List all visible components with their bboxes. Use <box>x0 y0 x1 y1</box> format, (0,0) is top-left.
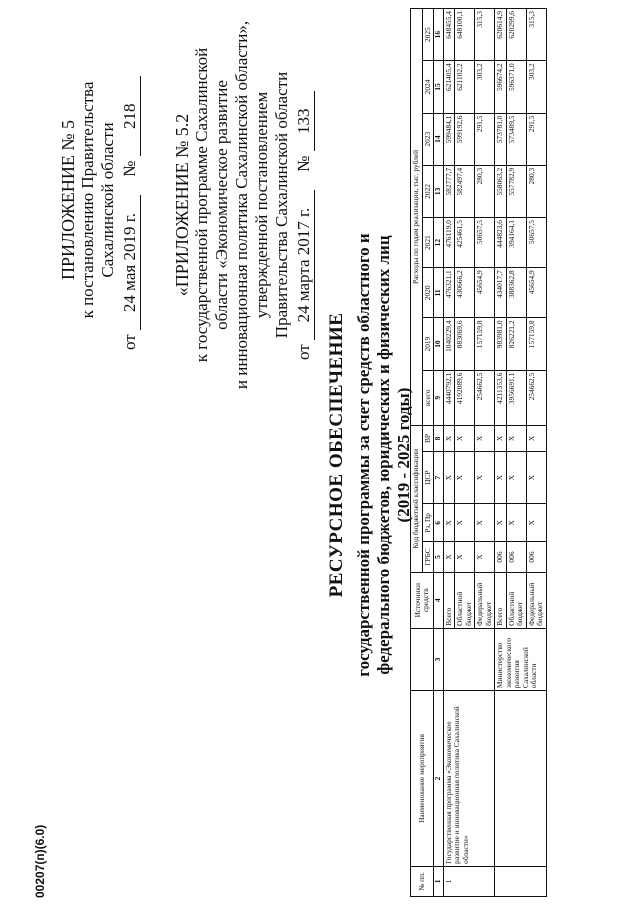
row-total: 254662,5 <box>475 370 495 425</box>
appendix-no-label: № <box>120 160 139 177</box>
column-index: 3 <box>434 628 444 690</box>
row-value-2024: 596371,0 <box>506 61 526 113</box>
column-index: 13 <box>434 165 444 217</box>
row-value-2023: 599192,6 <box>455 113 475 165</box>
col-year-2025: 2025 <box>422 9 434 61</box>
row-csr: X <box>455 452 475 504</box>
program-appendix-date: 24 марта 2017 г. <box>294 190 315 340</box>
column-index: 2 <box>434 691 444 867</box>
col-expenses-header: Расходы по годам реализации, тыс. рублей <box>411 9 423 426</box>
row-value-2021: 50657,5 <box>475 218 495 268</box>
row-vr: X <box>526 425 546 451</box>
col-year-2021: 2021 <box>422 218 434 268</box>
row-value-2022: 582497,4 <box>455 165 475 217</box>
appendix-number: 218 <box>120 76 141 156</box>
row-value-2022: 557782,9 <box>506 165 526 217</box>
column-index-row <box>434 9 444 897</box>
row-source: Всего <box>443 572 455 628</box>
column-index: 5 <box>434 542 444 572</box>
heading-title: РЕСУРСНОЕ ОБЕСПЕЧЕНИЕ <box>326 312 347 598</box>
col-year-2023: 2023 <box>422 113 434 165</box>
row-value-2025: 315,3 <box>475 9 495 61</box>
row-value-2019: 883069,6 <box>455 318 475 370</box>
table-header-row-1 <box>411 9 423 897</box>
col-year-2022: 2022 <box>422 165 434 217</box>
row-grbs: 006 <box>506 542 526 572</box>
row-rzpr: X <box>443 504 455 542</box>
row-total: 4192089,6 <box>455 370 475 425</box>
row-value-2020: 430666,2 <box>455 268 475 318</box>
program-appendix-line-4: утвержденной постановлением <box>252 91 271 319</box>
column-index: 6 <box>434 504 444 542</box>
row-value-2025: 620614,9 <box>495 9 507 61</box>
row-grbs: X <box>475 542 495 572</box>
row-grbs: X <box>443 542 455 572</box>
row-rzpr: X <box>526 504 546 542</box>
row-value-2024: 303,2 <box>475 61 495 113</box>
column-index: 12 <box>434 218 444 268</box>
col-vr-header: ВР <box>422 425 434 451</box>
row-value-2020: 476321,1 <box>443 268 455 318</box>
column-index: 15 <box>434 61 444 113</box>
heading-line-2: федерального бюджетов, юридических и физических лиц <box>374 235 393 675</box>
column-index: 8 <box>434 425 444 451</box>
appendix-block <box>58 50 141 350</box>
row-value-2023: 573781,0 <box>495 113 507 165</box>
row-value-2023: 573489,5 <box>506 113 526 165</box>
appendix-from-label: от <box>120 334 139 350</box>
row-csr: X <box>475 452 495 504</box>
row-value-2020: 434017,7 <box>495 268 507 318</box>
row-total: 3956691,1 <box>506 370 526 425</box>
row-value-2022: 558063,2 <box>495 165 507 217</box>
appendix-date-line <box>120 50 141 350</box>
row-total: 254662,5 <box>526 370 546 425</box>
appendix-line-1: к постановлению Правительства <box>78 81 97 319</box>
column-index: 4 <box>434 572 444 628</box>
row-value-2023: 291,5 <box>526 113 546 165</box>
appendix-date: 24 мая 2019 г. <box>120 195 141 330</box>
program-appendix-line-2: области «Экономическое развитие <box>212 80 231 330</box>
program-appendix-from-label: от <box>294 344 313 360</box>
row-value-2023: 291,5 <box>475 113 495 165</box>
row-value-2024: 621102,2 <box>455 61 475 113</box>
row-vr: X <box>475 425 495 451</box>
row-grbs: 006 <box>526 542 546 572</box>
row-vr: X <box>506 425 526 451</box>
row-no: 1 <box>443 866 495 896</box>
row-csr: X <box>526 452 546 504</box>
row-name: Государственная программа «Экономическое развитие и инновационная политика Сахалинской области» <box>443 691 495 867</box>
row-value-2025: 620299,6 <box>506 9 526 61</box>
column-index: 16 <box>434 9 444 61</box>
row-name <box>495 691 547 867</box>
row-grbs: 006 <box>495 542 507 572</box>
row-value-2024: 621405,4 <box>443 61 455 113</box>
row-total: 4211353,6 <box>495 370 507 425</box>
column-index: 10 <box>434 318 444 370</box>
program-appendix-block <box>172 10 315 400</box>
column-index: 11 <box>434 268 444 318</box>
row-vr: X <box>495 425 507 451</box>
footer-code: 00207(п)(6.0) <box>33 824 47 898</box>
row-value-2019: 157159,8 <box>475 318 495 370</box>
col-source-header: Источники средств <box>411 572 434 628</box>
column-index: 7 <box>434 452 444 504</box>
column-index: 1 <box>434 866 444 896</box>
col-no-header: № пп. <box>411 866 434 896</box>
row-value-2021: 476119,0 <box>443 218 455 268</box>
row-value-2022: 280,3 <box>526 165 546 217</box>
row-rzpr: X <box>475 504 495 542</box>
document-heading <box>326 205 414 705</box>
row-value-2020: 388362,8 <box>506 268 526 318</box>
row-value-2019: 1040229,4 <box>443 318 455 370</box>
row-value-2024: 596674,2 <box>495 61 507 113</box>
row-value-2020: 45654,9 <box>526 268 546 318</box>
column-index: 14 <box>434 113 444 165</box>
row-total: 4440792,1 <box>443 370 455 425</box>
program-appendix-number: 133 <box>294 91 315 151</box>
program-appendix-line-3: и инновационная политика Сахалинской области», <box>232 20 251 390</box>
program-appendix-no-label: № <box>294 155 313 172</box>
row-rzpr: X <box>506 504 526 542</box>
row-value-2020: 45654,9 <box>475 268 495 318</box>
row-value-2022: 280,3 <box>475 165 495 217</box>
col-year-2020: 2020 <box>422 268 434 318</box>
row-value-2024: 303,2 <box>526 61 546 113</box>
col-name-header: Наименование мероприятия <box>411 691 434 867</box>
row-value-2021: 394164,1 <box>506 218 526 268</box>
row-source: Областной бюджет <box>455 572 475 628</box>
row-csr: X <box>495 452 507 504</box>
row-source: Федеральный бюджет <box>475 572 495 628</box>
row-executor <box>443 628 495 690</box>
col-budget-code-header: Код бюджетной классификации <box>411 425 423 572</box>
row-value-2019: 157159,8 <box>526 318 546 370</box>
row-source: Федеральный бюджет <box>526 572 546 628</box>
col-rzpr-header: Рз, Пр <box>422 504 434 542</box>
row-executor: Министерство экономического развития Сахалинской области <box>495 628 547 690</box>
row-value-2021: 425461,5 <box>455 218 475 268</box>
col-year-2019: 2019 <box>422 318 434 370</box>
resource-table <box>410 8 547 897</box>
row-source: Областной бюджет <box>506 572 526 628</box>
table-row <box>443 9 455 897</box>
col-csr-header: ЦСР <box>422 452 434 504</box>
row-value-2025: 648455,4 <box>443 9 455 61</box>
row-value-2023: 599484,1 <box>443 113 455 165</box>
row-grbs: X <box>455 542 475 572</box>
heading-line-1: государственной программы за счет средств областного и <box>354 233 373 677</box>
column-index: 9 <box>434 370 444 425</box>
row-value-2025: 648100,1 <box>455 9 475 61</box>
row-csr: X <box>506 452 526 504</box>
program-appendix-line-5: Правительства Сахалинской области <box>272 71 291 339</box>
row-value-2025: 315,3 <box>526 9 546 61</box>
row-value-2021: 50657,5 <box>526 218 546 268</box>
appendix-line-2: Сахалинской области <box>98 122 117 278</box>
appendix-title: ПРИЛОЖЕНИЕ № 5 <box>58 119 78 281</box>
col-year-2024: 2024 <box>422 61 434 113</box>
row-csr: X <box>443 452 455 504</box>
row-value-2019: 826221,2 <box>506 318 526 370</box>
col-total-header: всего <box>422 370 434 425</box>
row-rzpr: X <box>455 504 475 542</box>
heading-line-3: (2019 - 2025 годы) <box>394 387 413 523</box>
row-vr: X <box>455 425 475 451</box>
col-executor-header <box>411 628 434 690</box>
program-appendix-title: «ПРИЛОЖЕНИЕ № 5.2 <box>172 113 192 297</box>
row-value-2019: 983981,0 <box>495 318 507 370</box>
row-value-2021: 444823,6 <box>495 218 507 268</box>
row-vr: X <box>443 425 455 451</box>
table-row <box>495 9 507 897</box>
program-appendix-line-1: к государственной программе Сахалинской <box>192 47 211 363</box>
col-grbs-header: ГРБС <box>422 542 434 572</box>
row-rzpr: X <box>495 504 507 542</box>
program-appendix-date-line <box>294 10 315 400</box>
row-no <box>495 866 547 896</box>
row-value-2022: 582777,7 <box>443 165 455 217</box>
row-source: Всего <box>495 572 507 628</box>
